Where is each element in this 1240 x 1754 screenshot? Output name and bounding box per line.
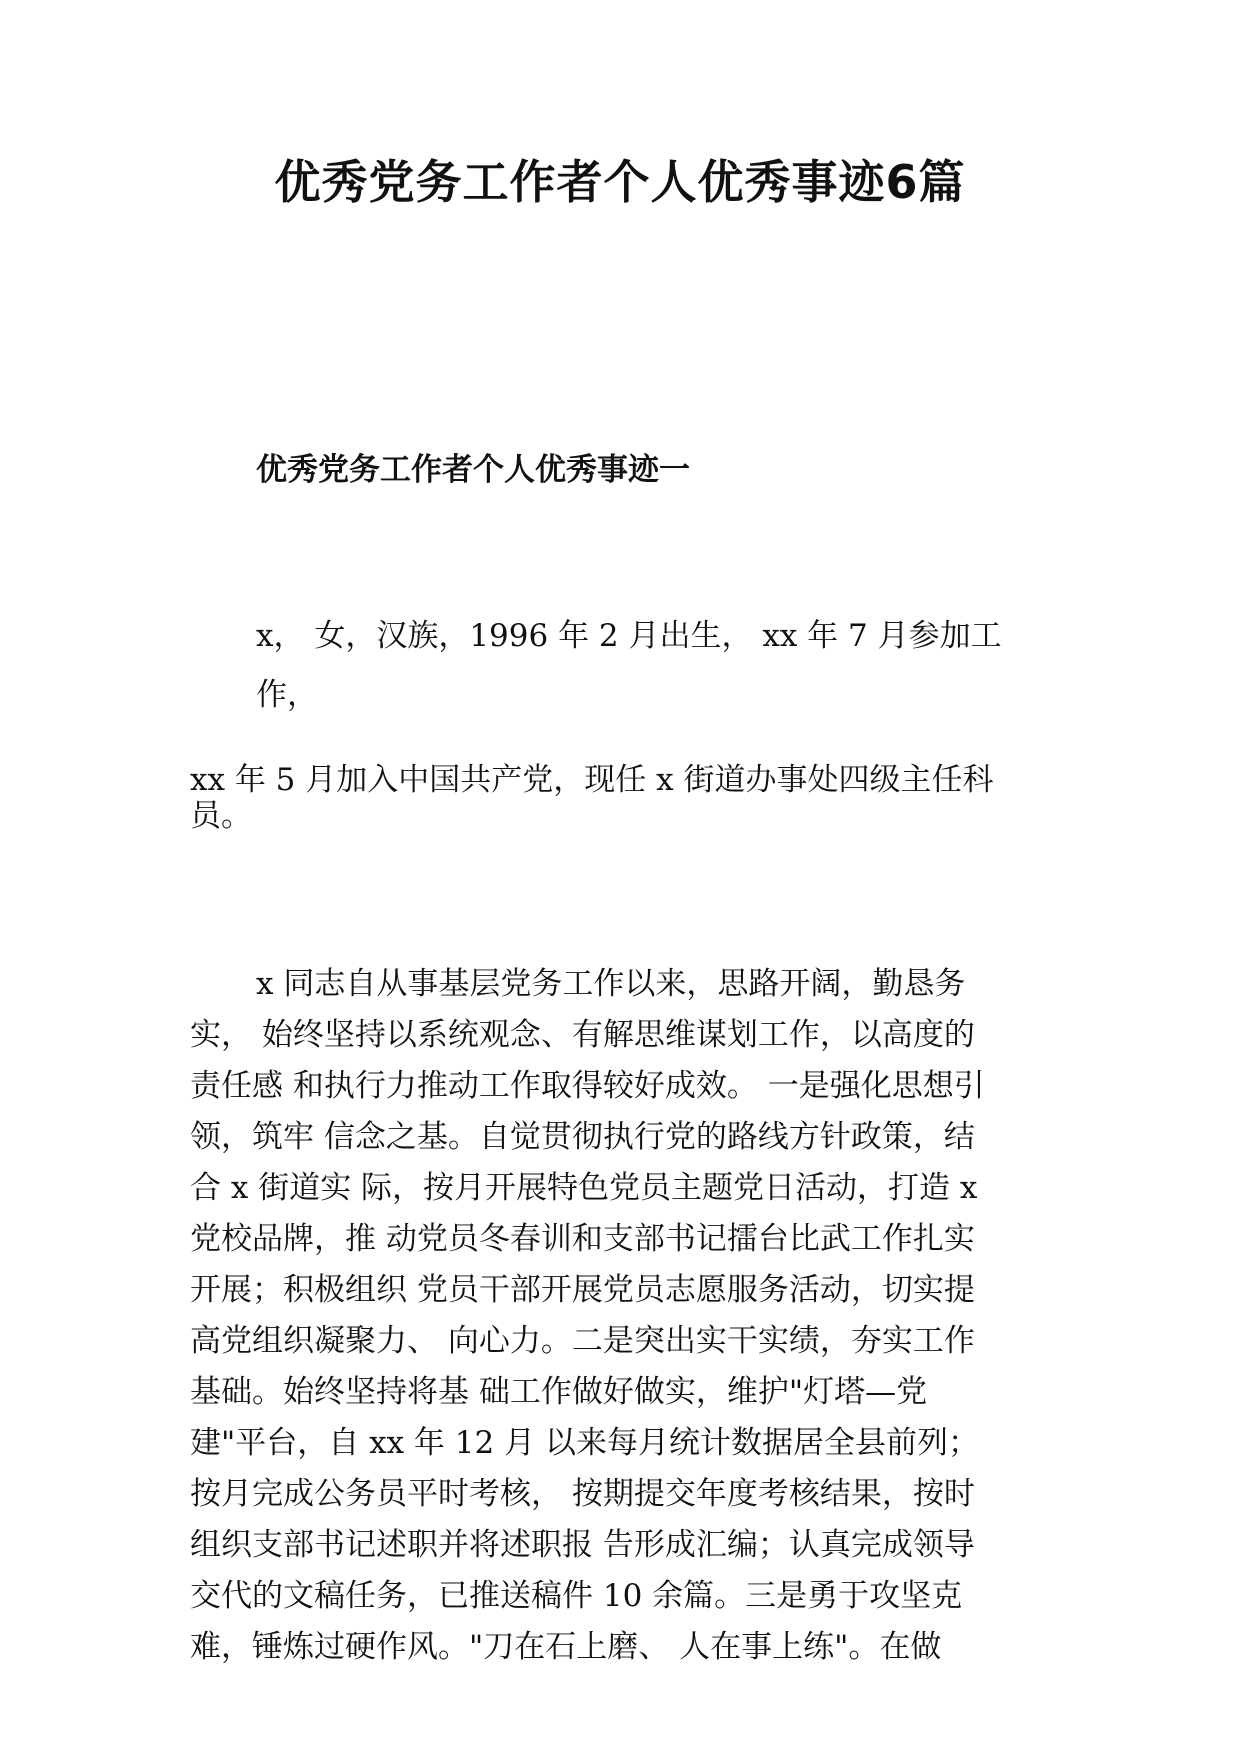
intro-line: x， 女，汉族，1996 年 2 月出生， xx 年 7 月参加工: [256, 618, 1002, 654]
body-line: 按月完成公务员平时考核， 按期提交年度考核结果，按时: [190, 1476, 975, 1512]
body-line: 高党组织凝聚力、 向心力。二是突出实干实绩，夯实工作: [190, 1323, 975, 1359]
body-line: 责任感 和执行力推动工作取得较好成效。 一是强化思想引: [190, 1068, 985, 1104]
intro-line: 作，: [256, 677, 318, 713]
body-line: 开展；积极组织 党员干部开展党员志愿服务活动，切实提: [190, 1272, 975, 1308]
body-line: 基础。始终坚持将基 础工作做好做实，维护"灯塔—党: [190, 1374, 928, 1410]
body-line: 组织支部书记述职并将述职报 告形成汇编；认真完成领导: [190, 1527, 975, 1563]
body-line: 交代的文稿任务，已推送稿件 10 余篇。三是勇于攻坚克: [190, 1578, 963, 1614]
document-title: 优秀党务工作者个人优秀事迹6篇: [274, 155, 966, 209]
body-line: 党校品牌，推 动党员冬春训和支部书记擂台比武工作扎实: [190, 1221, 975, 1257]
body-line: x 同志自从事基层党务工作以来，思路开阔，勤恳务: [256, 966, 966, 1002]
intro-line: xx 年 5 月加入中国共产党，现任 x 街道办事处四级主任科: [190, 762, 994, 798]
body-line: 实， 始终坚持以系统观念、有解思维谋划工作，以高度的: [190, 1017, 975, 1053]
section-heading: 优秀党务工作者个人优秀事迹一: [256, 452, 690, 488]
body-line: 难，锤炼过硬作风。"刀在石上磨、 人在事上练"。在做: [190, 1629, 942, 1665]
intro-line: 员。: [190, 798, 252, 834]
body-line: 建"平台，自 xx 年 12 月 以来每月统计数据居全县前列；: [190, 1425, 979, 1461]
body-line: 领，筑牢 信念之基。自觉贯彻执行党的路线方针政策，结: [190, 1119, 975, 1155]
body-line: 合 x 街道实 际，按月开展特色党员主题党日活动，打造 x: [190, 1170, 978, 1206]
body-paragraph: [190, 959, 1070, 1673]
